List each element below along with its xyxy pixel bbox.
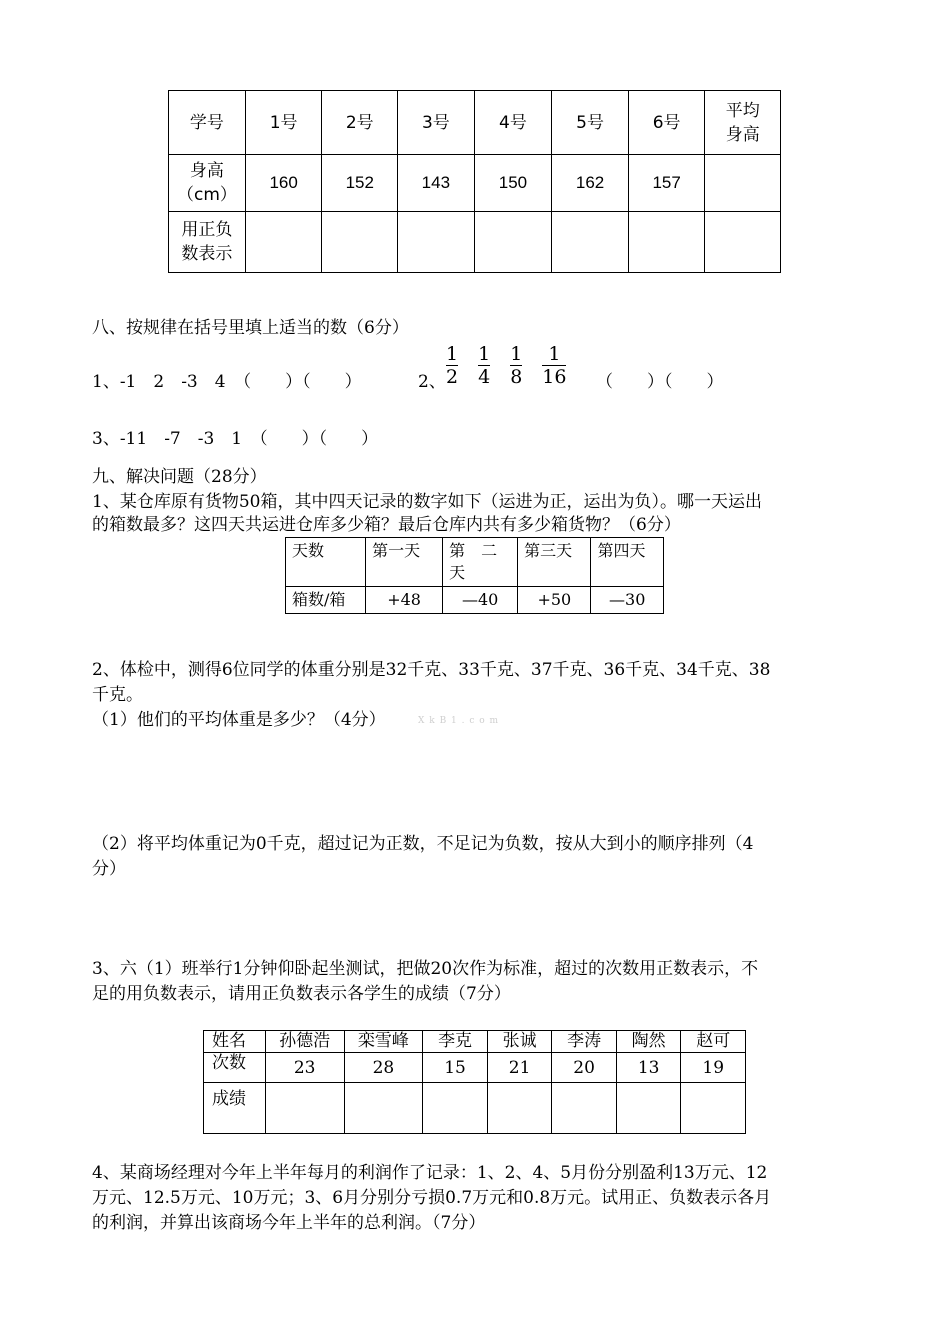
table-row [169, 212, 781, 273]
count-cell: 19 [681, 1053, 746, 1083]
section8-title: 八、按规律在括号里填上适当的数（6分） [92, 318, 409, 338]
answer-cell [628, 212, 705, 273]
section8-q1: 1、-1 2 -3 4 （ ）（ ） [92, 372, 362, 392]
table-row [204, 1083, 746, 1134]
section8-q2-prefix: 2、 [418, 372, 446, 392]
count-cell: 23 [265, 1053, 344, 1083]
header-day3: 第三天 [518, 538, 591, 587]
count-cell: 21 [487, 1053, 552, 1083]
height-table [168, 90, 781, 273]
problem1-line2: 的箱数最多？这四天共运进仓库多少箱？最后仓库内共有多少箱货物？（6分） [92, 515, 681, 535]
answer-cell [322, 212, 398, 273]
table-row [286, 587, 664, 614]
section9-title: 九、解决问题（28分） [92, 467, 267, 487]
problem3-line2: 足的用负数表示，请用正负数表示各学生的成绩（7分） [92, 984, 511, 1004]
header-no5: 5号 [552, 91, 629, 155]
score-cell [616, 1083, 681, 1134]
section8-q2-fractions [446, 343, 566, 388]
problem2-q2-line1: （2）将平均体重记为0千克，超过记为正数，不足记为负数，按从大到小的顺序排列（4 [92, 834, 754, 854]
value-cell: —40 [443, 587, 518, 614]
answer-cell [474, 212, 552, 273]
header-name: 姓名 [204, 1031, 266, 1053]
header-days: 天数 [286, 538, 366, 587]
header-student: 李涛 [552, 1031, 617, 1053]
height-cell: 143 [398, 155, 475, 212]
score-cell [423, 1083, 488, 1134]
table-row [204, 1031, 746, 1053]
count-cell: 20 [552, 1053, 617, 1083]
header-average-height: 平均 身高 [705, 91, 781, 155]
fraction: $\frac{1}{16}$ [542, 343, 567, 388]
answer-cell [398, 212, 475, 273]
height-cell: 160 [245, 155, 322, 212]
table-row [169, 91, 781, 155]
fraction: $\frac{1}{4}$ [478, 343, 491, 388]
fraction: $\frac{1}{2}$ [446, 343, 459, 388]
header-student: 孙德浩 [265, 1031, 344, 1053]
watermark: X k B 1 . c o m [418, 716, 500, 726]
header-day2: 第 二 天 [443, 538, 518, 587]
header-student-id: 学号 [169, 91, 246, 155]
row-label-signed: 用正负 数表示 [169, 212, 246, 273]
header-no1: 1号 [245, 91, 322, 155]
row-label-score: 成绩 [204, 1083, 266, 1134]
score-cell [552, 1083, 617, 1134]
row-label-count: 次数 [204, 1053, 266, 1083]
answer-cell [245, 212, 322, 273]
count-cell: 15 [423, 1053, 488, 1083]
problem4-line1: 4、某商场经理对今年上半年每月的利润作了记录：1、2、4、5月份分别盈利13万元、12 [92, 1163, 768, 1183]
problem3-line1: 3、六（1）班举行1分钟仰卧起坐测试，把做20次作为标准，超过的次数用正数表示，不 [92, 959, 759, 979]
header-student: 陶然 [616, 1031, 681, 1053]
problem2-q2-line2: 分） [92, 859, 126, 879]
score-cell [265, 1083, 344, 1134]
row-label-height: 身高 （cm） [169, 155, 246, 212]
header-day1: 第一天 [366, 538, 443, 587]
score-cell [487, 1083, 552, 1134]
header-no3: 3号 [398, 91, 475, 155]
count-cell: 13 [616, 1053, 681, 1083]
row-label-boxes: 箱数/箱 [286, 587, 366, 614]
height-cell: 152 [322, 155, 398, 212]
table-row [169, 155, 781, 212]
header-student: 赵可 [681, 1031, 746, 1053]
value-cell: +48 [366, 587, 443, 614]
table-row [286, 538, 664, 587]
header-student: 李克 [423, 1031, 488, 1053]
score-cell [681, 1083, 746, 1134]
header-no6: 6号 [628, 91, 705, 155]
table-row [204, 1053, 746, 1083]
section8-q2-blanks: （ ）（ ） [596, 372, 724, 392]
problem4-line3: 的利润，并算出该商场今年上半年的总利润。（7分） [92, 1213, 486, 1233]
warehouse-table [285, 537, 664, 614]
situp-table [203, 1030, 746, 1134]
value-cell: +50 [518, 587, 591, 614]
height-cell: 157 [628, 155, 705, 212]
height-cell: 162 [552, 155, 629, 212]
height-cell-empty [705, 155, 781, 212]
answer-cell [552, 212, 629, 273]
problem2-line2: 千克。 [92, 685, 143, 705]
score-cell [344, 1083, 423, 1134]
section8-q3: 3、-11 -7 -3 1 （ ）（ ） [92, 429, 379, 449]
header-day4: 第四天 [591, 538, 664, 587]
header-student: 栾雪峰 [344, 1031, 423, 1053]
header-no4: 4号 [474, 91, 552, 155]
answer-cell [705, 212, 781, 273]
height-cell: 150 [474, 155, 552, 212]
problem2-q1: （1）他们的平均体重是多少？（4分） [92, 710, 386, 730]
problem1-line1: 1、某仓库原有货物50箱，其中四天记录的数字如下（运进为正，运出为负）。哪一天运出 [92, 492, 762, 512]
fraction: $\frac{1}{8}$ [510, 343, 523, 388]
problem2-line1: 2、体检中，测得6位同学的体重分别是32千克、33千克、37千克、36千克、34千克、38 [92, 660, 771, 680]
header-no2: 2号 [322, 91, 398, 155]
header-student: 张诚 [487, 1031, 552, 1053]
problem4-line2: 万元、12.5万元、10万元；3、6月分别分亏损0.7万元和0.8万元。试用正、负数表示各月 [92, 1188, 772, 1208]
count-cell: 28 [344, 1053, 423, 1083]
value-cell: —30 [591, 587, 664, 614]
